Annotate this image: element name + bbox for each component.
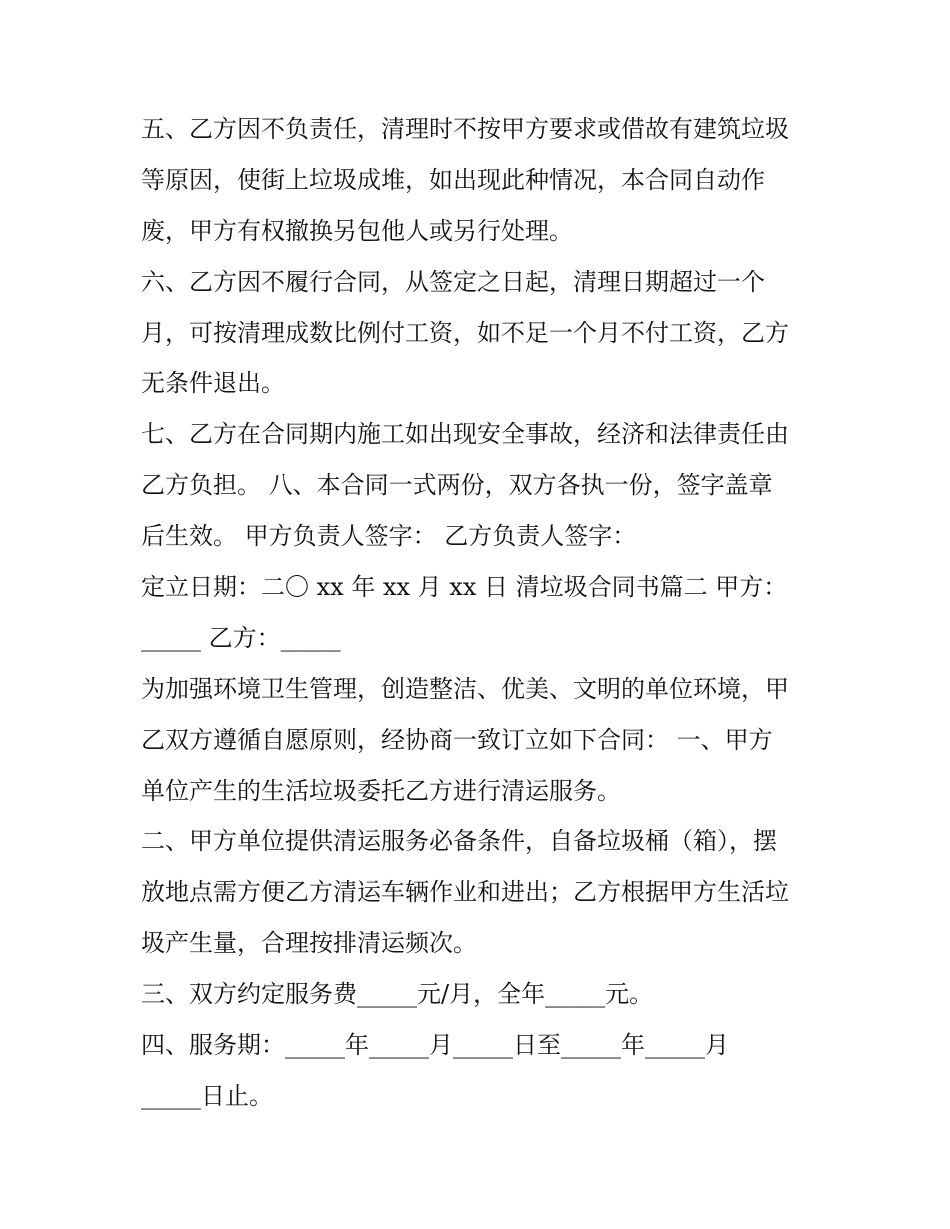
text-line: 后生效。 甲方负责人签字： 乙方负责人签字： <box>141 522 637 551</box>
text-line: _____ 乙方：_____ <box>141 623 341 652</box>
text-line: _____日止。 <box>141 1081 273 1110</box>
text-line: 五、乙方因不负责任，清理时不按甲方要求或借故有建筑垃圾 <box>141 115 789 143</box>
text-line: 四、服务期：_____年_____月_____日至_____年_____月 <box>141 1031 729 1060</box>
text-line: 乙方负担。 八、本合同一式两份，双方各执一份，签字盖章 <box>141 471 773 500</box>
text-line: 定立日期：二〇 xx 年 xx 月 xx 日 清垃圾合同书篇二 甲方： <box>141 573 788 602</box>
text-line: 等原因，使街上垃圾成堆，如出现此种情况，本合同自动作 <box>141 165 765 194</box>
text-line: 废，甲方有权撤换另包他人或另行处理。 <box>141 216 573 245</box>
contract-text <box>141 104 816 1122</box>
text-line: 乙双方遵循自愿原则，经协商一致订立如下合同： 一、甲方 <box>141 725 773 754</box>
text-line: 为加强环境卫生管理，创造整洁、优美、文明的单位环境，甲 <box>141 674 789 703</box>
text-line: 单位产生的生活垃圾委托乙方进行清运服务。 <box>141 776 621 805</box>
text-line: 七、乙方在合同期内施工如出现安全事故，经济和法律责任由 <box>141 420 789 449</box>
text-line: 二、甲方单位提供清运服务必备条件，自备垃圾桶（箱），摆 <box>141 827 777 856</box>
text-line: 月，可按清理成数比例付工资，如不足一个月不付工资，乙方 <box>141 318 789 347</box>
text-line: 无条件退出。 <box>141 369 285 398</box>
text-line: 放地点需方便乙方清运车辆作业和进出；乙方根据甲方生活垃 <box>141 878 789 907</box>
text-line: 圾产生量，合理按排清运频次。 <box>141 929 477 958</box>
text-line: 三、双方约定服务费_____元/月，全年_____元。 <box>141 980 654 1009</box>
text-line: 六、乙方因不履行合同，从签定之日起，清理日期超过一个 <box>141 267 765 296</box>
